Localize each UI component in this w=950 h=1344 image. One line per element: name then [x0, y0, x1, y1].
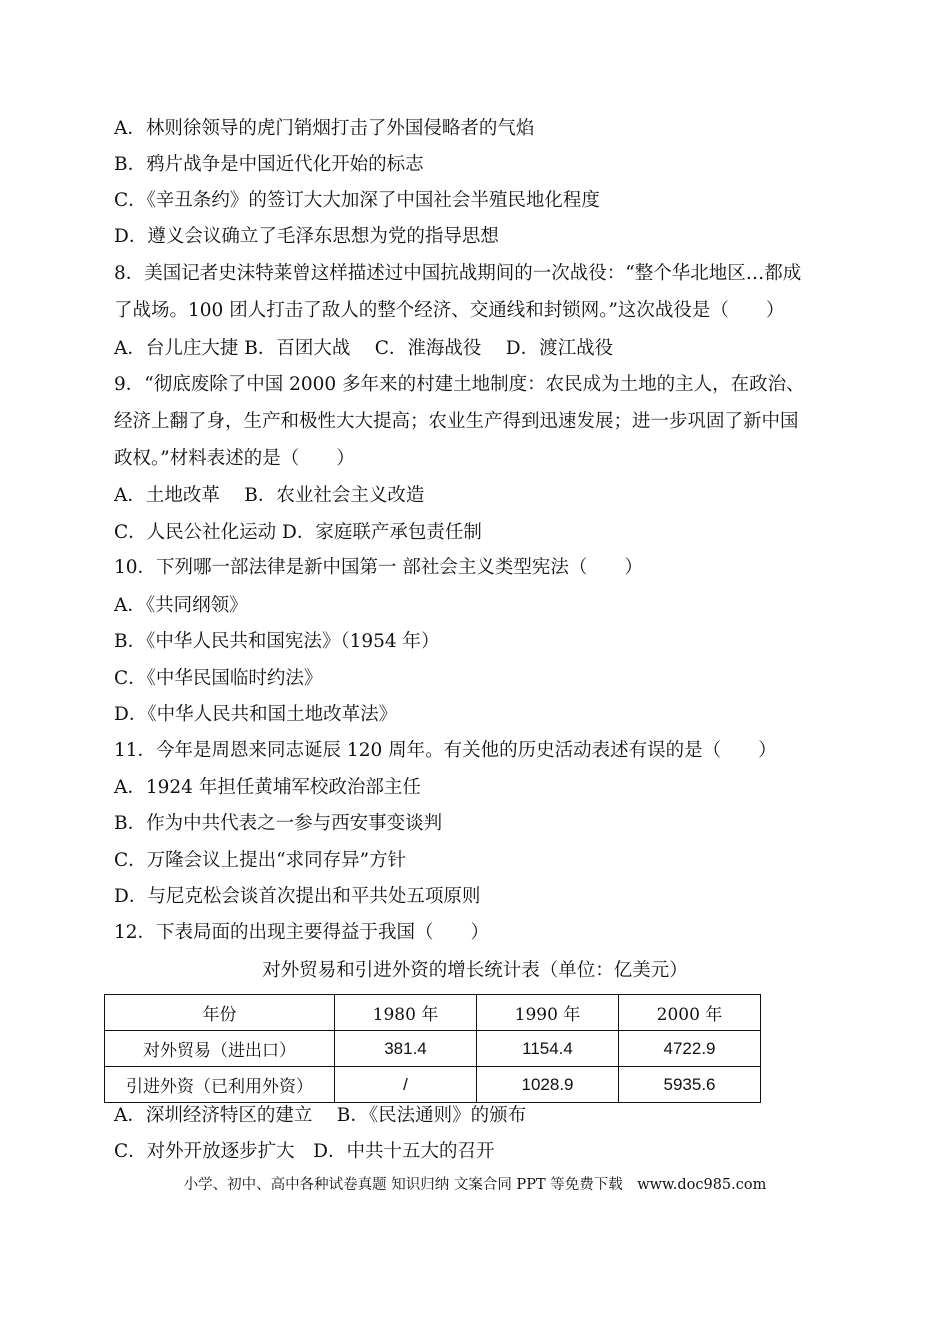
table-row: [105, 1067, 761, 1103]
table-cell: 4722.9: [619, 1031, 761, 1067]
question-9-options: C．人民公社化运动 D．家庭联产承包责任制: [114, 522, 482, 543]
question-8-line: 8．美国记者史沫特莱曾这样描述过中国抗战期间的一次战役：“整个华北地区…都成: [114, 263, 802, 284]
table-row-label: 对外贸易（进出口）: [105, 1031, 335, 1067]
option-line: D．遵义会议确立了毛泽东思想为党的指导思想: [114, 226, 499, 247]
option-line: B．作为中共代表之一参与西安事变谈判: [114, 813, 443, 834]
question-11-line: 11．今年是周恩来同志诞辰 120 周年。有关他的历史活动表述有误的是（ ）: [114, 740, 777, 761]
option-line: D．《中华人民共和国土地改革法》: [114, 704, 398, 725]
question-9-line: 政权。”材料表述的是（ ）: [114, 448, 355, 469]
table-header-cell: 2000 年: [619, 995, 761, 1031]
page-footer: 小学、初中、高中各种试卷真题 知识归纳 文案合同 PPT 等免费下载 www.doc985.com: [183, 1177, 767, 1193]
question-8-line: 了战场。100 团人打击了敌人的整个经济、交通线和封锁网。”这次战役是（ ）: [114, 300, 785, 321]
table-row: [105, 1031, 761, 1067]
table-caption: 对外贸易和引进外资的增长统计表（单位：亿美元）: [262, 960, 688, 981]
question-9-line: 9．“彻底废除了中国 2000 多年来的村建土地制度：农民成为土地的主人，在政治、: [114, 374, 805, 395]
option-line: B．鸦片战争是中国近代化开始的标志: [114, 154, 424, 175]
question-8-options: A．台儿庄大捷 B．百团大战 C．淮海战役 D．渡江战役: [114, 338, 614, 359]
question-9-line: 经济上翻了身，生产和极性大大提高；农业生产得到迅速发展；进一步巩固了新中国: [114, 411, 799, 432]
table-cell: 1028.9: [477, 1067, 619, 1103]
option-line: B．《中华人民共和国宪法》（1954 年）: [114, 631, 440, 652]
table-header-row: [105, 995, 761, 1031]
trade-table: [104, 994, 761, 1103]
question-9-options: A．土地改革 B．农业社会主义改造: [114, 485, 425, 506]
table-header-cell: 1990 年: [477, 995, 619, 1031]
option-line: D．与尼克松会谈首次提出和平共处五项原则: [114, 886, 481, 907]
table-header-cell: 年份: [105, 995, 335, 1031]
option-line: C．《辛丑条约》的签订大大加深了中国社会半殖民地化程度: [114, 190, 600, 211]
table-row-label: 引进外资（已利用外资）: [105, 1067, 335, 1103]
table-cell: /: [335, 1067, 477, 1103]
option-line: A．《共同纲领》: [114, 595, 248, 616]
question-10-line: 10．下列哪一部法律是新中国第一 部社会主义类型宪法（ ）: [114, 557, 643, 578]
table-cell: 5935.6: [619, 1067, 761, 1103]
option-line: C．万隆会议上提出“求同存异”方针: [114, 850, 407, 871]
option-line: A．林则徐领导的虎门销烟打击了外国侵略者的气焰: [114, 118, 535, 139]
table-header-cell: 1980 年: [335, 995, 477, 1031]
question-12-options: C．对外开放逐步扩大 D．中共十五大的召开: [114, 1141, 495, 1162]
question-12-options: A．深圳经济特区的建立 B．《民法通则》的颁布: [114, 1105, 527, 1126]
option-line: A．1924 年担任黄埔军校政治部主任: [114, 777, 421, 798]
table-cell: 1154.4: [477, 1031, 619, 1067]
table-cell: 381.4: [335, 1031, 477, 1067]
option-line: C．《中华民国临时约法》: [114, 668, 323, 689]
question-12-line: 12．下表局面的出现主要得益于我国（ ）: [114, 922, 490, 943]
